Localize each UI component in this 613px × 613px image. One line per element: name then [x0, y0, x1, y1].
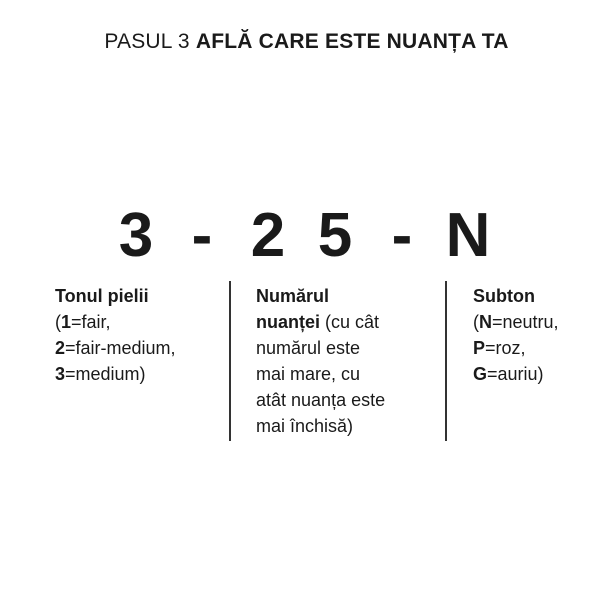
- column-divider: [445, 281, 447, 441]
- skin-tone-heading: Tonul pielii: [55, 286, 149, 306]
- column-divider: [229, 281, 231, 441]
- step-title: AFLĂ CARE ESTE NUANȚA TA: [195, 30, 509, 53]
- skin-tone-option: (1=fair,: [55, 312, 111, 332]
- page-title: [0, 30, 613, 54]
- step-label: PASUL 3: [104, 30, 190, 53]
- code-shade-digit-1: 2: [250, 201, 286, 270]
- shade-number-column: [256, 283, 436, 439]
- shade-number-text: atât nuanța este: [256, 390, 386, 410]
- undertone-column: [473, 283, 608, 387]
- code-undertone-letter: N: [445, 201, 491, 270]
- code-skin-tone-digit: 3: [118, 201, 154, 270]
- skin-tone-option: 2=fair-medium,: [55, 338, 176, 358]
- code-separator: -: [391, 201, 413, 270]
- shade-number-text: mai închisă): [256, 416, 354, 436]
- skin-tone-column: [55, 283, 225, 387]
- shade-number-text: mai mare, cu: [256, 364, 361, 384]
- shade-number-heading: Numărul: [256, 286, 330, 306]
- undertone-heading: Subton: [473, 286, 535, 306]
- code-shade-digit-2: 5: [317, 201, 353, 270]
- undertone-option: P=roz,: [473, 338, 526, 358]
- code-separator: -: [191, 201, 213, 270]
- skin-tone-option: 3=medium): [55, 364, 146, 384]
- shade-number-text: numărul este: [256, 338, 361, 358]
- shade-code: [0, 196, 613, 276]
- undertone-option: (N=neutru,: [473, 312, 559, 332]
- shade-number-text: nuanței (cu cât: [256, 312, 380, 332]
- undertone-option: G=auriu): [473, 364, 544, 384]
